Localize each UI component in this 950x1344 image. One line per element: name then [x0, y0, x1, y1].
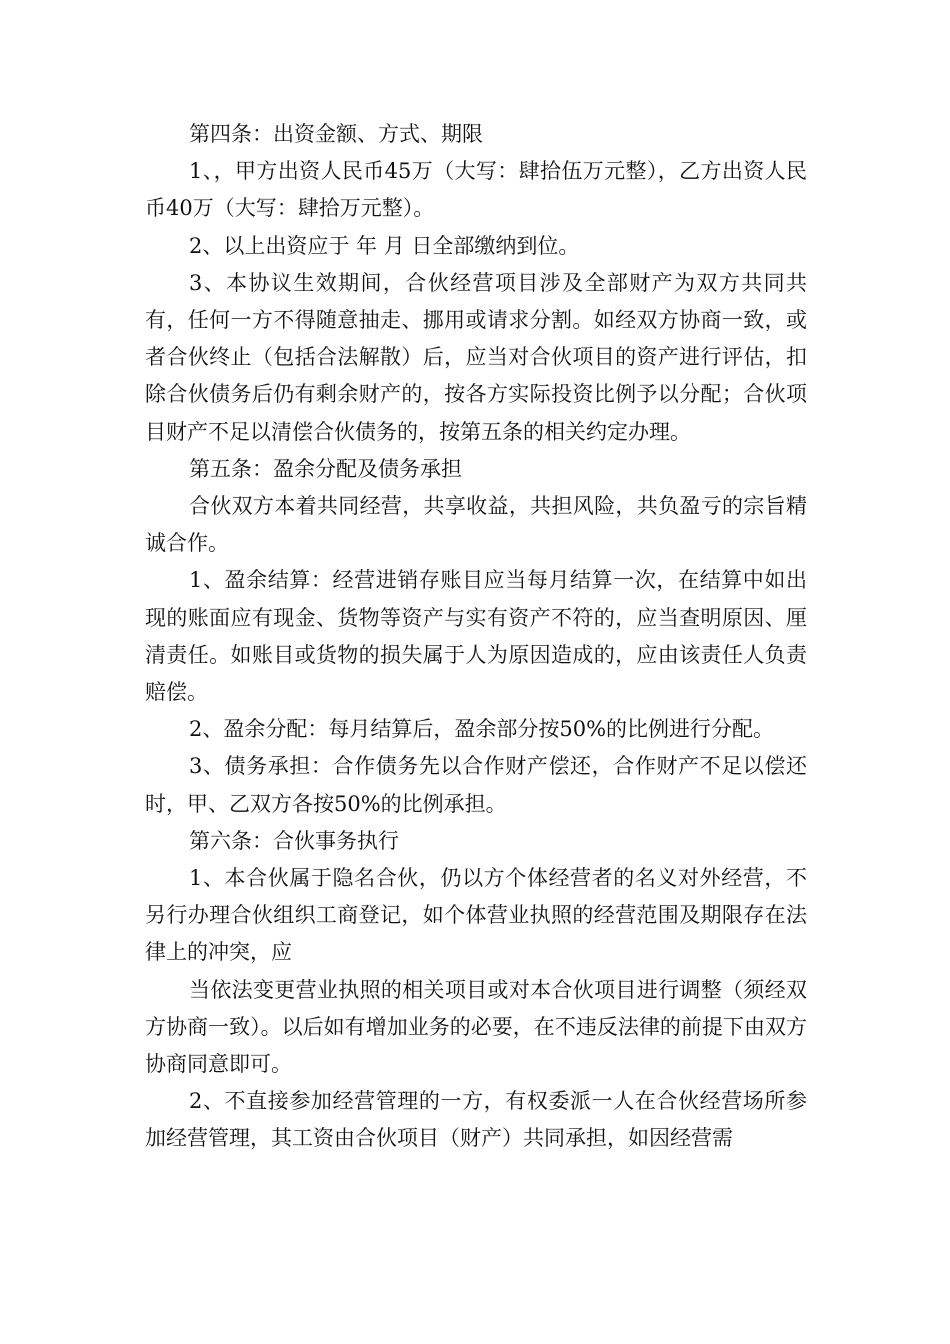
article-4-clause-1: 1、，甲方出资人民币45万（大写：肆拾伍万元整），乙方出资人民币40万（大写：肆拾万元整）。 — [145, 159, 807, 221]
article-6-clause-1: 1、本合伙属于隐名合伙，仍以方个体经营者的名义对外经营，不另行办理合伙组织工商登记，如个体营业执照的经营范围及期限存在法律上的冲突，应 — [145, 866, 807, 965]
article-5-heading: 第五条：盈余分配及债务承担 — [189, 456, 462, 481]
article-4-clause-2: 2、以上出资应于 年 月 日全部缴纳到位。 — [189, 233, 580, 258]
document-body — [145, 116, 807, 1158]
article-6-clause-2: 2、不直接参加经营管理的一方，有权委派一人在合伙经营场所参加经营管理，其工资由合伙项目（财产）共同承担，如因经营需 — [145, 1089, 807, 1151]
article-5-clause-3: 3、债务承担：合作债务先以合作财产偿还，合作财产不足以偿还时，甲、乙双方各按50%的比例承担。 — [145, 754, 807, 816]
article-6-heading: 第六条：合伙事务执行 — [189, 828, 399, 853]
article-5-clause-1: 1、盈余结算：经营进销存账目应当每月结算一次，在结算中如出现的账面应有现金、货物等资产与实有资产不符的，应当查明原因、厘清责任。如账目或货物的损失属于人为原因造成的，应由该责任人负责赔偿。 — [145, 568, 807, 705]
article-6-clause-1-continued: 当依法变更营业执照的相关项目或对本合伙项目进行调整（须经双方协商一致）。以后如有增加业务的必要，在不违反法律的前提下由双方协商同意即可。 — [145, 977, 807, 1077]
article-5-clause-2: 2、盈余分配：每月结算后，盈余部分按50%的比例进行分配。 — [189, 717, 775, 742]
article-4-heading: 第四条：出资金额、方式、期限 — [189, 122, 483, 146]
article-4-clause-3: 3、本协议生效期间，合伙经营项目涉及全部财产为双方共同共有，任何一方不得随意抽走、挪用或请求分割。如经双方协商一致，或者合伙终止（包括合法解散）后，应当对合伙项目的资产进行评估，扣除合伙债务后仍有剩余财产的，按各方实际投资比例予以分配；合伙项目财产不足以清偿合伙债务的，按第五条的相关约定办理。 — [145, 270, 807, 444]
article-5-intro: 合伙双方本着共同经营，共享收益，共担风险，共负盈亏的宗旨精诚合作。 — [145, 494, 807, 556]
